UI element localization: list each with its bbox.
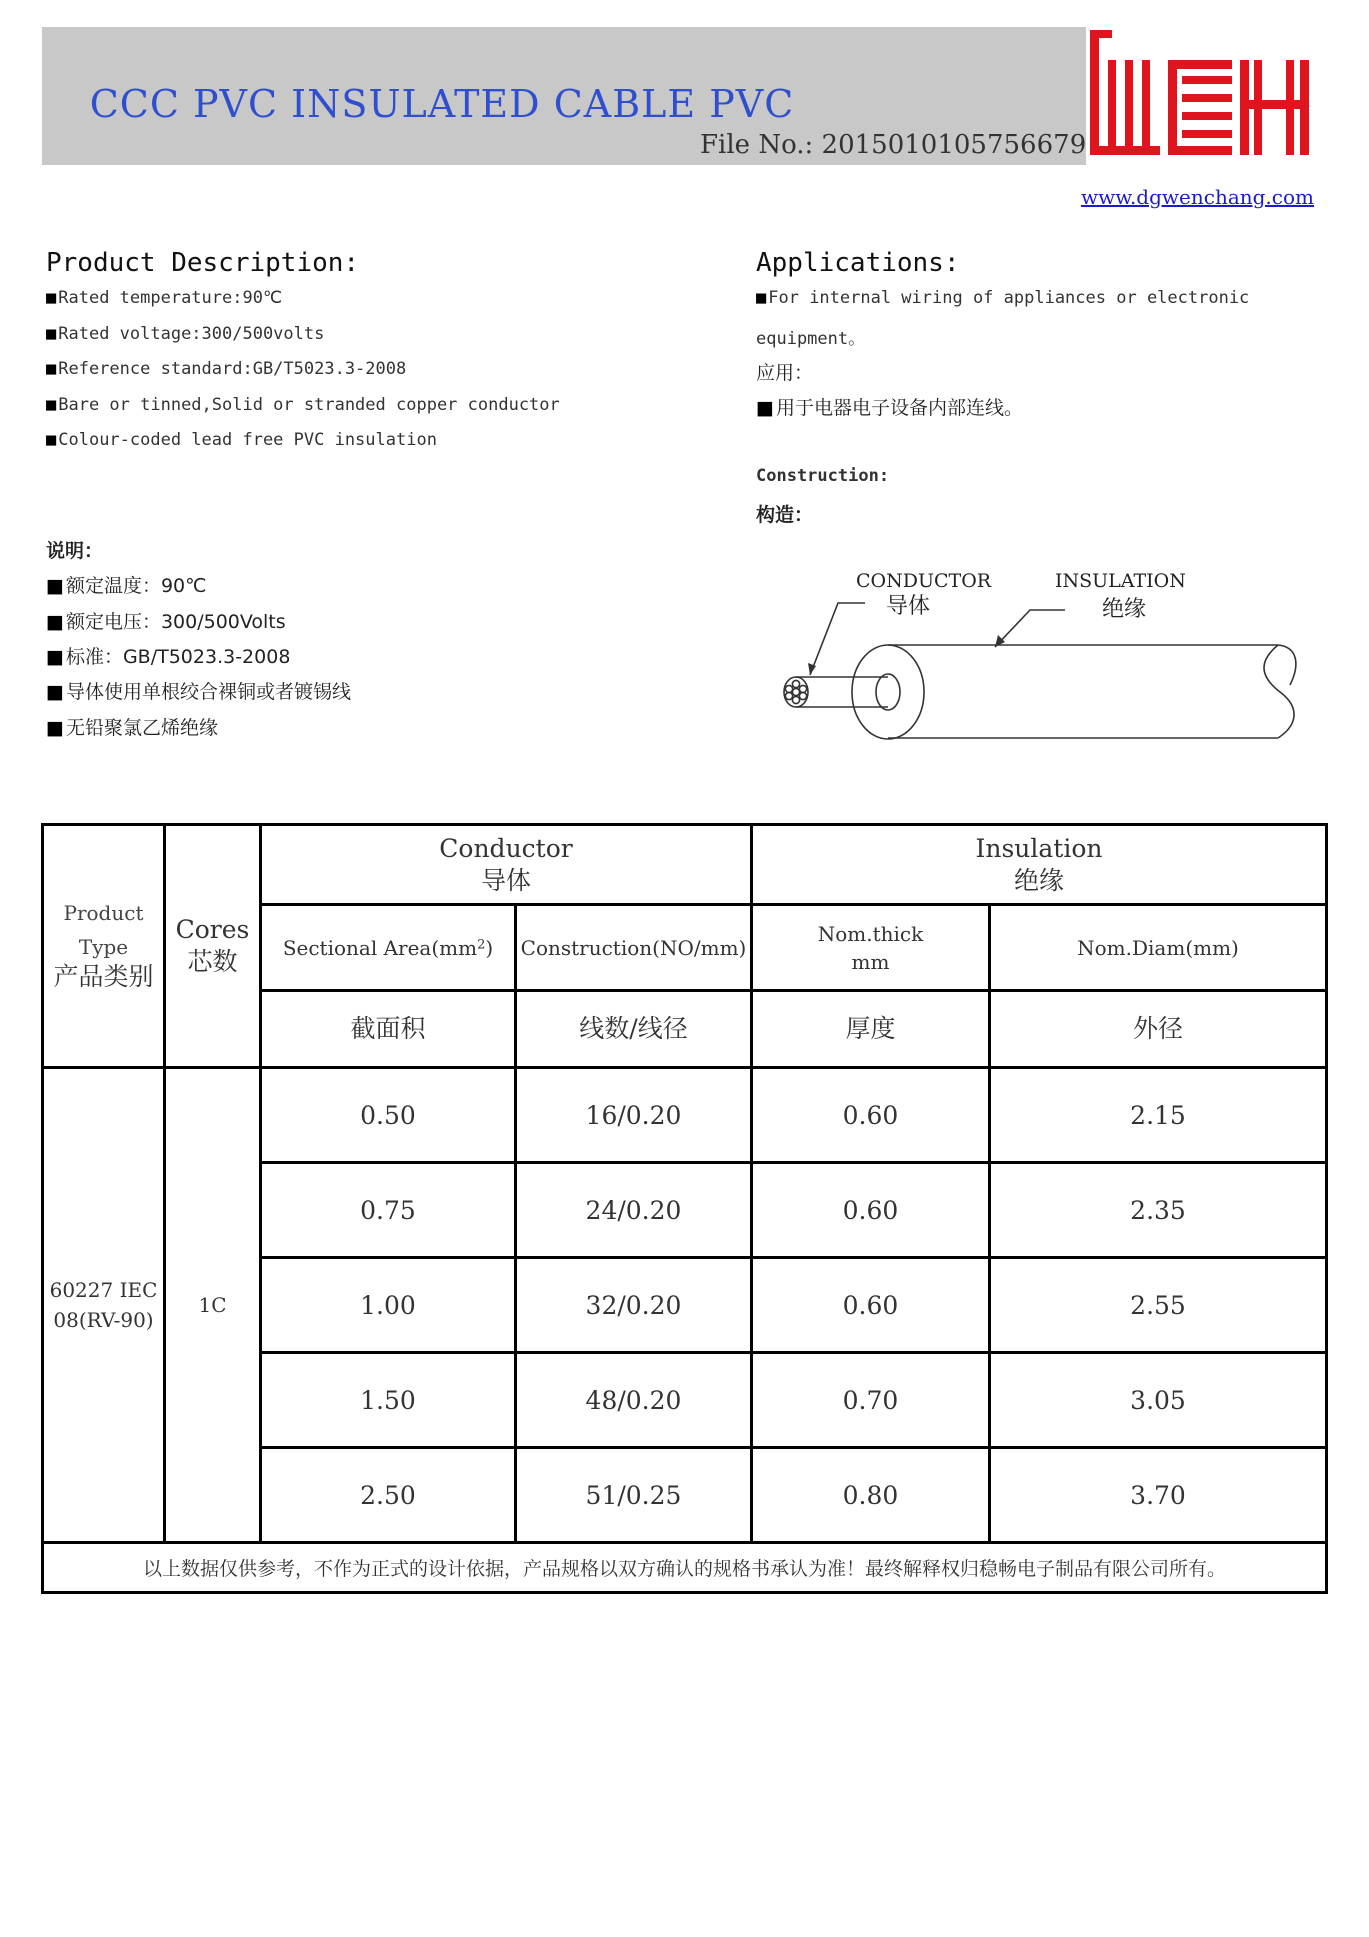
insulation-cn: 绝缘 (1014, 865, 1065, 895)
conductor-en: Conductor (439, 833, 573, 863)
product-type-value-1: 60227 IEC (49, 1278, 158, 1302)
description-cn-title: 说明： (46, 540, 104, 562)
sectional-area-header (261, 905, 516, 991)
applications-item: ■ For internal wiring of appliances or electronic (756, 288, 1249, 308)
conductor-group-header (261, 825, 752, 905)
cn-construction-header: 线数/线径 (516, 991, 752, 1068)
description-item: ■ Bare or tinned,Solid or stranded copper conductor (46, 395, 560, 415)
nom-diam-label: Nom.Diam(mm) (1077, 935, 1239, 960)
construction-cell: 24/0.20 (516, 1163, 752, 1258)
cores-en: Cores (175, 915, 250, 944)
construction-title: Construction: (756, 466, 890, 486)
document-title: CCC PVC INSULATED CABLE PVC (89, 82, 795, 126)
diagram-insulation-cn: 绝缘 (1102, 597, 1147, 622)
description-cn-item: ■ 额定温度：90℃ (46, 571, 206, 598)
product-type-cell (43, 1068, 165, 1543)
insulation-group-header (752, 825, 1327, 905)
construction-cell: 16/0.20 (516, 1068, 752, 1163)
area-cell: 1.50 (261, 1353, 516, 1448)
cn-area-header: 截面积 (261, 991, 516, 1068)
description-cn-item: ■ 导体使用单根绞合裸铜或者镀锡线 (46, 677, 351, 704)
thick-cell: 0.80 (752, 1448, 990, 1543)
area-cell: 0.50 (261, 1068, 516, 1163)
diam-cell: 2.55 (990, 1258, 1327, 1353)
diam-cell: 2.15 (990, 1068, 1327, 1163)
thick-cell: 0.60 (752, 1068, 990, 1163)
product-type-header (43, 825, 165, 1068)
conductor-cn: 导体 (480, 865, 531, 895)
description-item: ■ Colour-coded lead free PVC insulation (46, 430, 437, 450)
cores-cell: 1C (165, 1068, 261, 1543)
description-item: ■ Rated voltage:300/500volts (46, 324, 324, 344)
construction-cell: 48/0.20 (516, 1353, 752, 1448)
thick-cell: 0.60 (752, 1163, 990, 1258)
construction-label: Construction(NO/mm) (520, 935, 747, 960)
diagram-conductor-cn: 导体 (886, 594, 931, 619)
product-type-value-2: 08(RV-90) (53, 1308, 154, 1332)
wch-logo (1088, 30, 1312, 155)
applications-cn-item: ■ 用于电器电子设备内部连线。 (756, 393, 1023, 420)
nom-thick-label: Nom.thick (817, 921, 924, 946)
applications-cn-title: 应用： (756, 362, 814, 384)
nom-diam-header (990, 905, 1327, 991)
specification-table (41, 823, 1328, 1594)
nom-thick-unit: mm (851, 949, 890, 974)
diagram-insulation-en: INSULATION (1055, 570, 1186, 592)
cn-thick-header: 厚度 (752, 991, 990, 1068)
construction-cell: 32/0.20 (516, 1258, 752, 1353)
description-item: ■ Reference standard:GB/T5023.3-2008 (46, 359, 406, 379)
description-item: ■ Rated temperature:90℃ (46, 288, 282, 308)
thick-cell: 0.70 (752, 1353, 990, 1448)
product-type-en-1: Product (63, 901, 144, 925)
cores-header (165, 825, 261, 1068)
area-cell: 2.50 (261, 1448, 516, 1543)
diam-cell: 3.05 (990, 1353, 1327, 1448)
website-link[interactable]: www.dgwenchang.com (1080, 185, 1314, 209)
nom-thick-header (752, 905, 990, 991)
product-description-title: Product Description: (46, 248, 360, 278)
description-cn-item: ■ 标准：GB/T5023.3-2008 (46, 642, 290, 669)
description-cn-item: ■ 额定电压：300/500Volts (46, 607, 286, 634)
product-type-cn: 产品类别 (53, 962, 154, 991)
sectional-area-sup: 2 (477, 937, 486, 953)
file-number: File No.: 2015010105756679 (700, 130, 1087, 160)
cores-cn: 芯数 (187, 947, 238, 976)
product-type-en-2: Type (78, 935, 129, 959)
construction-cn-title: 构造： (756, 504, 814, 526)
applications-item-cont: equipment。 (756, 329, 866, 349)
applications-title: Applications: (756, 248, 960, 278)
cn-diam-header: 外径 (990, 991, 1327, 1068)
table-footnote: 以上数据仅供参考，不作为正式的设计依据，产品规格以双方确认的规格书承认为准！最终解释权归稳畅电子制品有限公司所有。 (43, 1543, 1327, 1593)
diagram-conductor-en: CONDUCTOR (856, 570, 992, 592)
description-cn-item: ■ 无铅聚氯乙烯绝缘 (46, 713, 218, 740)
construction-header (516, 905, 752, 991)
diam-cell: 3.70 (990, 1448, 1327, 1543)
cable-construction-diagram (770, 565, 1310, 770)
construction-cell: 51/0.25 (516, 1448, 752, 1543)
thick-cell: 0.60 (752, 1258, 990, 1353)
area-cell: 0.75 (261, 1163, 516, 1258)
sectional-area-close: ) (485, 935, 494, 960)
area-cell: 1.00 (261, 1258, 516, 1353)
sectional-area-label: Sectional Area(mm (282, 935, 478, 960)
diam-cell: 2.35 (990, 1163, 1327, 1258)
insulation-en: Insulation (975, 833, 1103, 863)
